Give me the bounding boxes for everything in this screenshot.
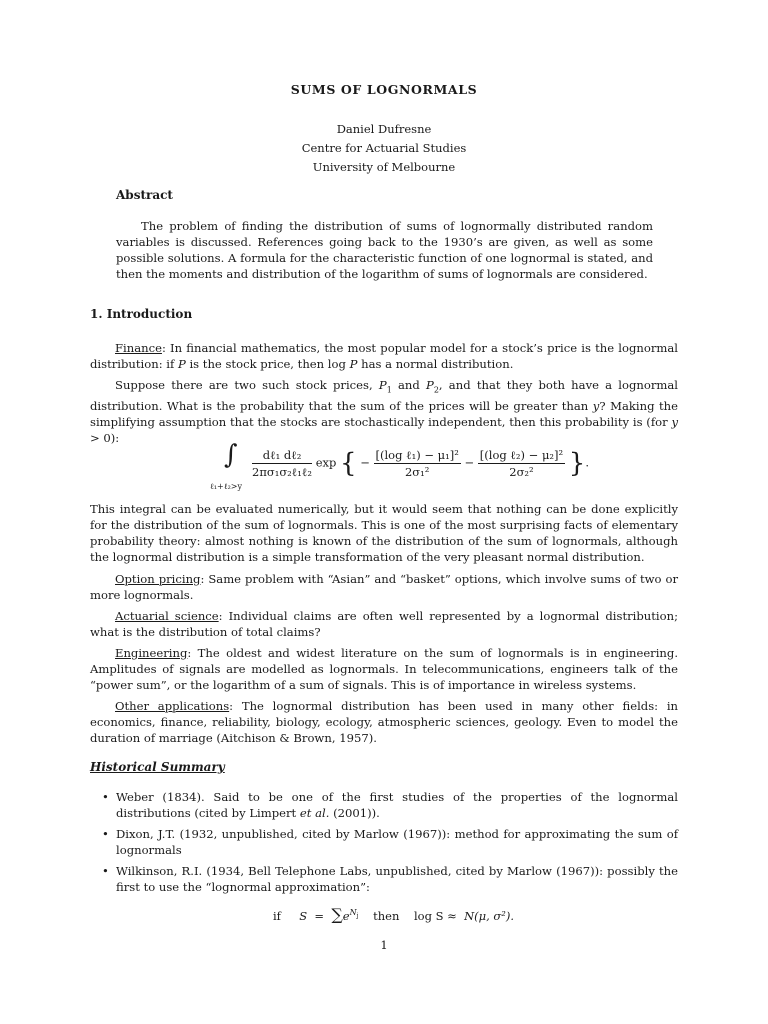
- finance-text-c: has a normal distribution.: [357, 357, 514, 371]
- fraction-differentials-den: 2πσ₁σ₂ℓ₁ℓ₂: [252, 465, 313, 479]
- suppose-text-e: > 0):: [90, 431, 120, 446]
- paragraph-option-pricing: [90, 571, 678, 603]
- page-number: 1: [380, 938, 388, 952]
- subscript-1: 1: [386, 385, 392, 395]
- eq2-equals: =: [314, 909, 325, 923]
- fraction-term-1-den: 2σ₁²: [404, 465, 430, 479]
- section-heading-introduction: 1. Introduction: [90, 307, 193, 321]
- eq2-approx: ≈: [447, 909, 457, 923]
- paragraph-finance: [90, 340, 678, 372]
- list-item-text: Wilkinson, R.I. (1934, Bell Telephone Labs, unpublished, cited by Marlow (1967)): possibly the first to use the “lognormal approximation”:: [116, 864, 678, 894]
- list-item-text-b: et al.: [299, 806, 330, 820]
- symbol-P-2: P: [349, 357, 358, 371]
- finance-label: Finance: [115, 341, 162, 355]
- right-brace: }: [568, 448, 586, 479]
- engineering-label: Engineering: [115, 646, 188, 660]
- author-name: Daniel Dufresne: [336, 122, 432, 136]
- list-item: [90, 826, 678, 858]
- actuarial-science-label: Actuarial science: [115, 609, 219, 623]
- integral-sign: ∫: [224, 440, 238, 470]
- actuarial-science-text: : Individual claims are often well represented by a lognormal distribution; what is the distribution of total claims?: [90, 609, 678, 639]
- suppose-text-a: Suppose there are two such stock prices,: [115, 378, 379, 392]
- list-item: [90, 789, 678, 821]
- equation-lognormal-approximation: [273, 905, 514, 924]
- minus-sign-2: −: [464, 455, 475, 470]
- symbol-y: y: [592, 399, 600, 414]
- eq2-then: then: [373, 909, 400, 923]
- author-affiliation-2: University of Melbourne: [312, 160, 456, 174]
- paragraph-other-applications: [90, 698, 678, 746]
- symbol-P: P: [177, 357, 186, 371]
- list-item-text-c: (2001)).: [329, 806, 380, 820]
- other-applications-label: Other applications: [115, 699, 230, 713]
- integral-domain: ℓ₁+ℓ₂>y: [210, 482, 243, 491]
- eq2-sum: ∑: [331, 905, 343, 924]
- eq2-S: S: [299, 909, 308, 923]
- fraction-term-2: [478, 448, 565, 479]
- list-item: [90, 863, 678, 895]
- historical-summary-heading: Historical Summary: [90, 760, 225, 774]
- suppose-text-d: ? Making the simplifying assumption that the stocks are stochastically independent, then this probability is (for: [90, 399, 678, 430]
- other-applications-text: : The lognormal distribution has been used in many other fields: in economics, finance, reliability, biology, ecology, atmospheric sciences, geology. Even to model the duration of marriage (Aitchison & Brown, 1957).: [90, 699, 678, 745]
- fraction-term-1: [374, 448, 461, 479]
- list-item-text: [116, 789, 678, 821]
- left-brace: {: [340, 448, 357, 479]
- abstract-heading: Abstract: [116, 188, 173, 202]
- option-pricing-label: Option pricing: [115, 572, 201, 586]
- subscript-2: 2: [433, 385, 439, 395]
- equation-period: .: [585, 455, 589, 470]
- eq2-e: e: [342, 909, 350, 923]
- fraction-term-2-num: [(log ℓ₂) − μ₂]²: [479, 448, 564, 462]
- paper-title: SUMS OF LOGNORMALS: [290, 82, 478, 97]
- symbol-P2: P: [426, 378, 434, 392]
- finance-text-b: is the stock price, then log: [185, 357, 350, 371]
- bullet-icon: •: [102, 864, 109, 878]
- symbol-P1: P: [378, 378, 387, 392]
- list-item-text-a: Weber (1834). Said to be one of the first studies of the properties of the lognormal distributions (cited by Limpert: [116, 790, 678, 820]
- fraction-differentials-num: dℓ₁ dℓ₂: [252, 448, 312, 464]
- suppose-text-b: and: [391, 378, 427, 392]
- symbol-y-2: y: [671, 415, 678, 430]
- paragraph-suppose: [90, 377, 678, 446]
- fraction-differentials: [252, 448, 312, 479]
- paragraph-integral-discussion: This integral can be evaluated numerically, but it would seem that nothing can be done explicitly for the distribution of the sum of lognormals. This is one of the most surprising facts of elementary probability theory: almost nothing is known of the distribution of the sum of lognormals, although the lognormal distribution is a simple transformation of the very pleasant normal distribution.: [90, 502, 678, 564]
- fraction-term-1-num: [(log ℓ₁) − μ₁]²: [375, 448, 459, 462]
- eq2-exponent-sub: j: [356, 912, 359, 920]
- paragraph-actuarial-science: [90, 608, 678, 640]
- bullet-icon: •: [102, 790, 109, 804]
- finance-text-a: : In financial mathematics, the most popular model for a stock’s price is the lognormal distribution: if: [90, 341, 678, 371]
- eq2-exponent: N: [349, 908, 357, 918]
- eq2-normal: N(μ, σ²).: [464, 909, 515, 923]
- list-item-text: Dixon, J.T. (1932, unpublished, cited by Marlow (1967)): method for approximating the sum of lognormals: [116, 827, 678, 857]
- suppose-text-c: , and that they both have a lognormal distribution. What is the probability that the sum of the prices will be greater than: [90, 378, 679, 414]
- engineering-text: : The oldest and widest literature on the sum of lognormals is in engineering. Amplitudes of signals are modelled as lognormals. In telecommunications, engineers talk of the “power sum”, or the logarithm of a sum of signals. This is of importance in wireless systems.: [90, 646, 678, 692]
- abstract-text: The problem of finding the distribution of sums of lognormally distributed random variables is discussed. References going back to the 1930’s are given, as well as some possible solutions. A formula for the characteristic function of one lognormal is stated, and then the moments and distribution of the logarithm of sums of lognormals are considered.: [116, 219, 653, 281]
- eq2-logS: log S: [413, 909, 444, 923]
- paragraph-engineering: [90, 645, 678, 693]
- minus-sign-1: −: [360, 455, 370, 470]
- bullet-icon: •: [102, 827, 109, 841]
- option-pricing-text: : Same problem with “Asian” and “basket” options, which involve sums of two or more lognormals.: [90, 572, 678, 602]
- author-affiliation-1: Centre for Actuarial Studies: [301, 141, 467, 155]
- eq2-if: if: [273, 909, 281, 923]
- fraction-term-2-den: 2σ₂²: [509, 465, 534, 479]
- exp-operator: exp: [315, 455, 337, 470]
